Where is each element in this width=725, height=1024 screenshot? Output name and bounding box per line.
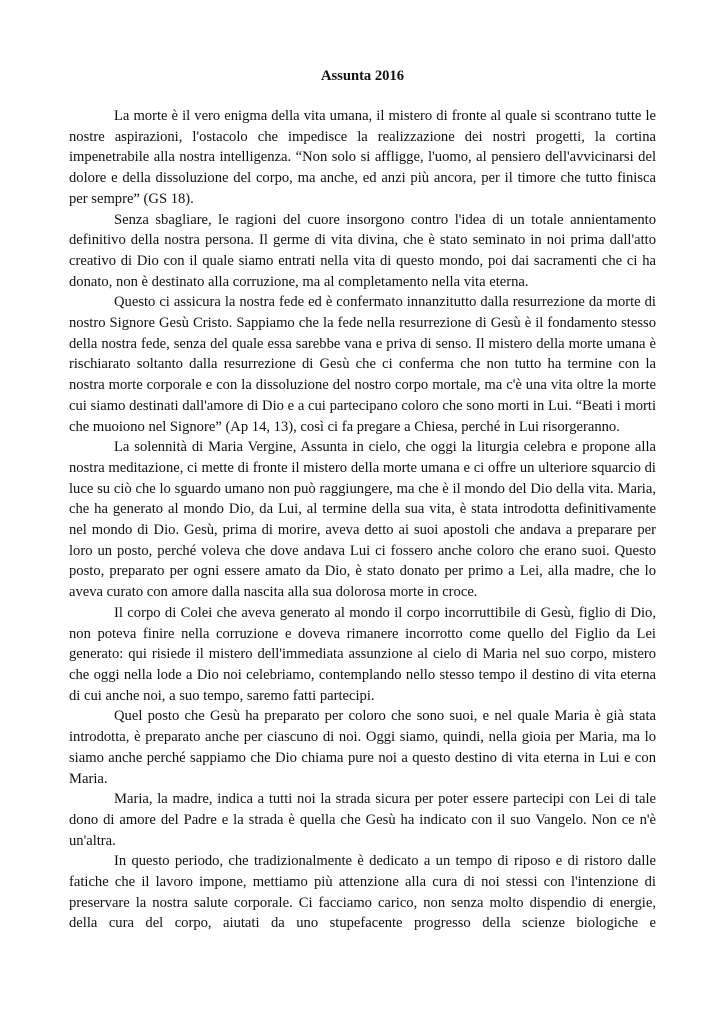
paragraph-3: Questo ci assicura la nostra fede ed è confermato innanzitutto dalla resurrezione da morte di nostro Signore Gesù Cristo. Sappiamo che la fede nella resurrezione di Gesù è il fondamento stesso della nostra fede, senza del quale essa sarebbe vana e priva di senso. Il mistero della morte umana è rischiarato soltanto dalla resurrezione di Gesù che ci conferma che non tutto ha termine con la nostra morte corporale e con la dissoluzione del nostro corpo mortale, ma c'è una vita oltre la morte cui siamo destinati dall'amore di Dio e a cui partecipano coloro che sono morti in Lui. “Beati i morti che muoiono nel Signore” (Ap 14, 13), così ci fa pregare a Chiesa, perché in Lui risorgeranno. xyxy=(69,294,656,435)
paragraph-5: Il corpo di Colei che aveva generato al mondo il corpo incorruttibile di Gesù, figlio di Dio, non poteva finire nella corruzione e doveva rimanere incorrotto come quello del Figlio da Lei generato: qui risiede il mistero dell'immediata assunzione al cielo di Maria nel suo corpo, mistero che oggi nella lode a Dio noi celebriamo, contemplando nello stesso tempo il destino di vita eterna di cui anche noi, a suo tempo, saremo fatti partecipi. xyxy=(69,604,656,704)
paragraph-7: Maria, la madre, indica a tutti noi la strada sicura per poter essere partecipi con Lei di tale dono di amore del Padre e la strada è quella che Gesù ha indicato con il suo Vangelo. Non ce n'è un'altra. xyxy=(69,791,656,849)
document-title: Assunta 2016 xyxy=(320,68,405,84)
paragraph-4: La solennità di Maria Vergine, Assunta in cielo, che oggi la liturgia celebra e propone alla nostra meditazione, ci mette di fronte il mistero della morte umana e ci offre un ulteriore squarcio di luce su ciò che lo sguardo umano non può raggiungere, ma che è il mondo del Dio della vita. Maria, che ha generato al mondo Dio, da Lui, al termine della sua vita, è stata introdotta definitivamente nel mondo di Dio. Gesù, prima di morire, aveva detto ai suoi apostoli che andava a preparare per loro un posto, perché voleva che dove andava Lui ci fossero anche coloro che erano suoi. Questo posto, preparato per ogni essere amato da Dio, è stato donato per primo a Lei, alla madre, che lo aveva curato con amore dalla nascita alla sua dolorosa morte in croce. xyxy=(69,439,656,601)
paragraph-8: In questo periodo, che tradizionalmente è dedicato a un tempo di riposo e di ristoro dalle fatiche che il lavoro impone, mettiamo più attenzione alla cura di noi stessi con l'intenzione di preservare la nostra salute corporale. Ci facciamo carico, non senza molto dispendio di energie, della cura del corpo, aiutati da uno stupefacente progresso della scienze biologiche e xyxy=(69,853,656,932)
document-page xyxy=(69,66,656,934)
paragraph-2: Senza sbagliare, le ragioni del cuore insorgono contro l'idea di un totale annientamento definitivo della nostra persona. Il germe di vita divina, che è stato seminato in noi prima dall'atto creativo di Dio con il quale siamo entrati nella vita di questo mondo, poi dai sacramenti che ci ha donato, non è destinato alla corruzione, ma al completamento nella vita eterna. xyxy=(69,211,656,290)
paragraph-6: Quel posto che Gesù ha preparato per coloro che sono suoi, e nel quale Maria è già stata introdotta, è preparato anche per ciascuno di noi. Oggi siamo, quindi, nella gioia per Maria, ma lo siamo anche perché sappiamo che Dio chiama pure noi a questo destino di vita eterna in Lui e con Maria. xyxy=(69,708,656,787)
paragraph-1: La morte è il vero enigma della vita umana, il mistero di fronte al quale si scontrano tutte le nostre aspirazioni, l'ostacolo che impedisce la realizzazione dei nostri progetti, la cortina impenetrabile alla nostra intelligenza. “Non solo si affligge, l'uomo, al pensiero dell'avvicinarsi del dolore e della dissoluzione del corpo, ma anche, ed anzi più ancora, per il timore che tutto finisca per sempre” (GS 18). xyxy=(69,108,656,207)
